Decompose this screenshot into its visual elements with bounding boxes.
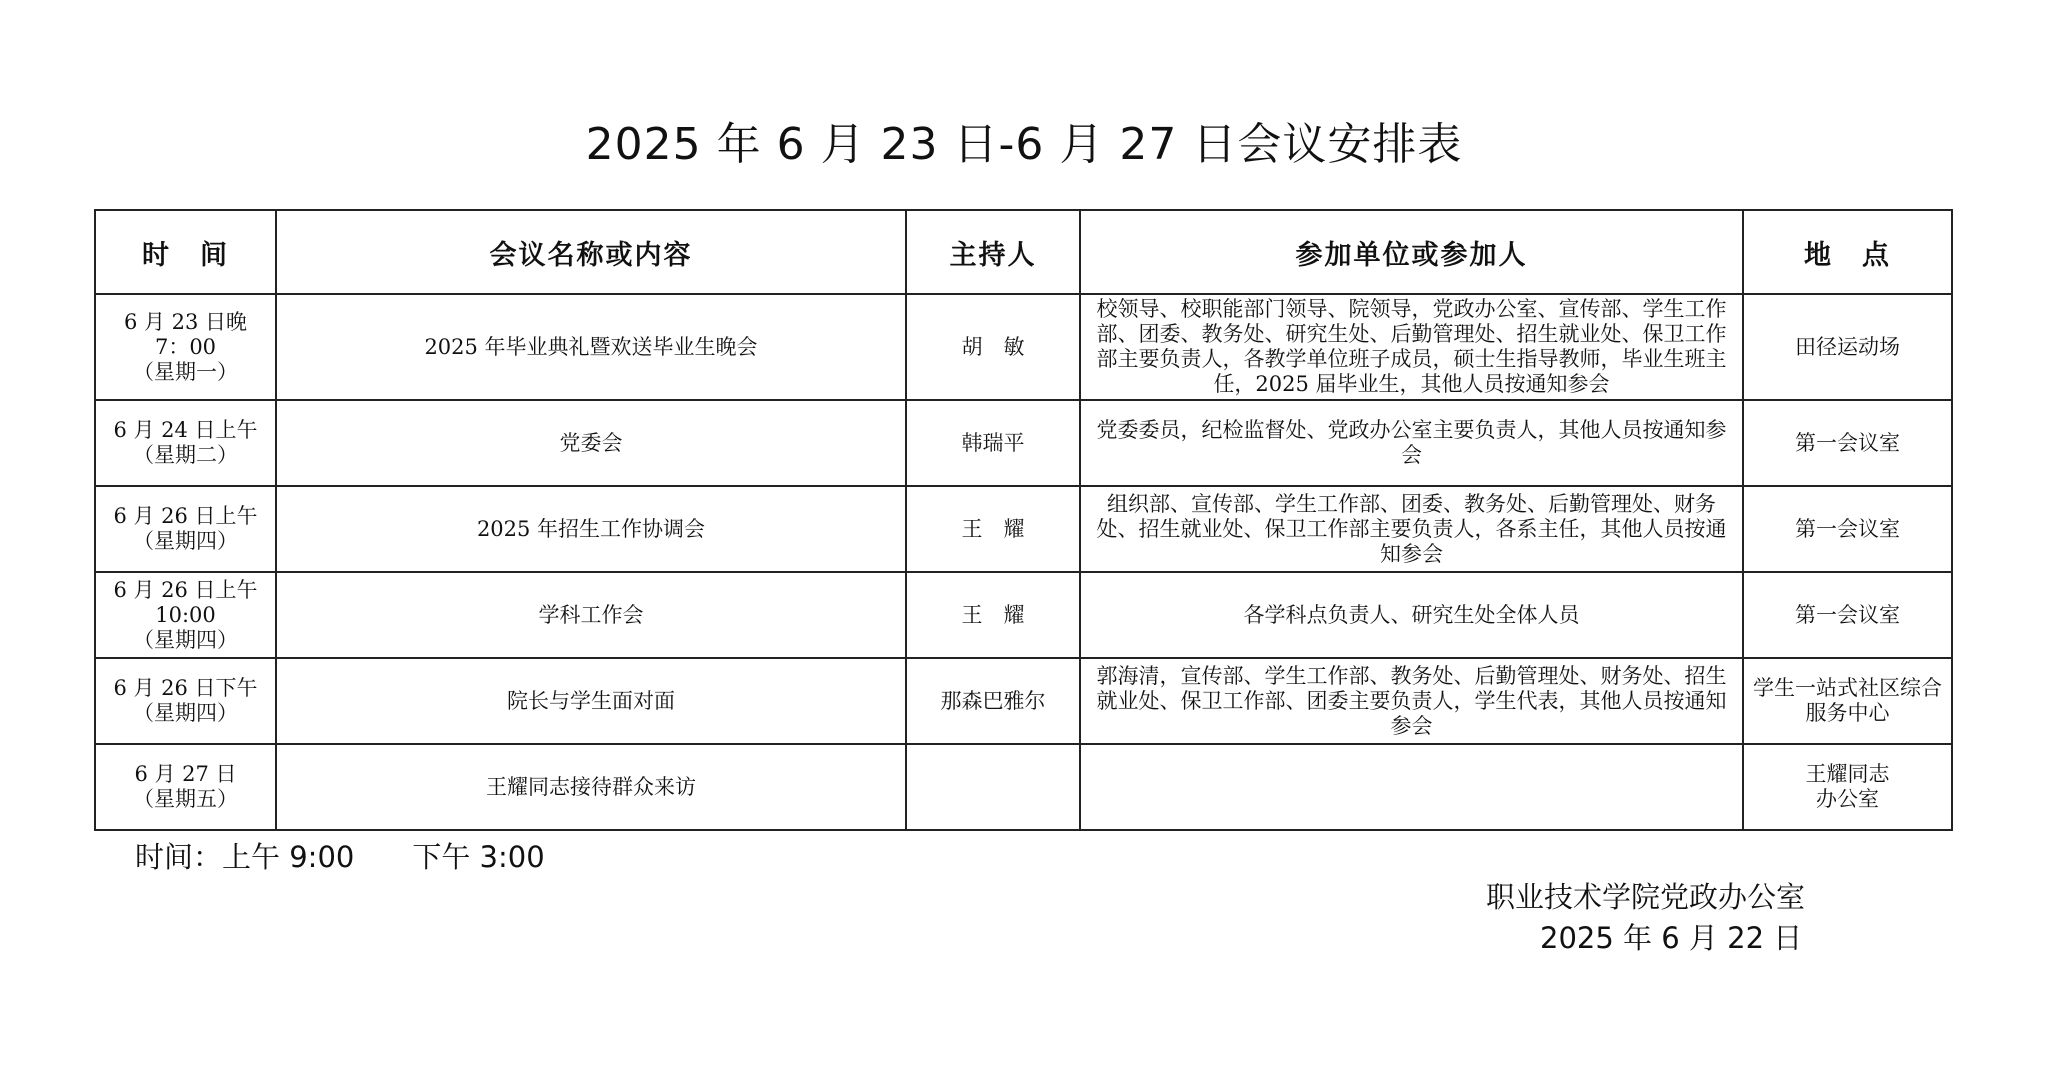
- cell-host: 胡 敏: [906, 294, 1080, 400]
- cell-attendees: 校领导、校职能部门领导、院领导，党政办公室、宣传部、学生工作部、团委、教务处、研究生处、后勤管理处、招生就业处、保卫工作部主要负责人，各教学单位班子成员，硕士生指导教师，毕业生班主任，2025 届毕业生，其他人员按通知参会: [1080, 294, 1743, 400]
- header-place: 地 点: [1743, 210, 1952, 294]
- table-row: [95, 400, 1952, 486]
- signature-date: 2025 年 6 月 22 日: [1540, 921, 1803, 955]
- table-header-row: [95, 210, 1952, 294]
- cell-host: 王 耀: [906, 486, 1080, 572]
- meeting-schedule-table: [94, 209, 1953, 831]
- cell-time: 6 月 26 日上午 （星期四）: [95, 486, 276, 572]
- page-title: 2025 年 6 月 23 日-6 月 27 日会议安排表: [585, 119, 1463, 170]
- cell-meeting: 2025 年毕业典礼暨欢送毕业生晚会: [276, 294, 906, 400]
- cell-host: 那森巴雅尔: [906, 658, 1080, 744]
- cell-meeting: 院长与学生面对面: [276, 658, 906, 744]
- cell-attendees: 郭海清，宣传部、学生工作部、教务处、后勤管理处、财务处、招生就业处、保卫工作部、团委主要负责人，学生代表，其他人员按通知参会: [1080, 658, 1743, 744]
- cell-meeting: 王耀同志接待群众来访: [276, 744, 906, 830]
- meeting-time-note: 时间：上午 9:00 下午 3:00: [135, 840, 545, 874]
- cell-time: 6 月 26 日下午 （星期四）: [95, 658, 276, 744]
- cell-time: 6 月 23 日晚 7：00 （星期一）: [95, 294, 276, 400]
- cell-time: 6 月 24 日上午 （星期二）: [95, 400, 276, 486]
- signature-org: 职业技术学院党政办公室: [1486, 880, 1806, 914]
- cell-place: 学生一站式社区综合服务中心: [1743, 658, 1952, 744]
- header-attendees: 参加单位或参加人: [1080, 210, 1743, 294]
- cell-place: 第一会议室: [1743, 572, 1952, 658]
- table-row: [95, 294, 1952, 400]
- cell-place: 第一会议室: [1743, 486, 1952, 572]
- table-row: [95, 486, 1952, 572]
- cell-attendees: 各学科点负责人、研究生处全体人员: [1080, 572, 1743, 658]
- cell-host: [906, 744, 1080, 830]
- cell-host: 王 耀: [906, 572, 1080, 658]
- cell-meeting: 2025 年招生工作协调会: [276, 486, 906, 572]
- cell-time: 6 月 26 日上午 10:00 （星期四）: [95, 572, 276, 658]
- cell-attendees: 党委委员，纪检监督处、党政办公室主要负责人，其他人员按通知参会: [1080, 400, 1743, 486]
- table-row: [95, 572, 1952, 658]
- cell-time: 6 月 27 日 （星期五）: [95, 744, 276, 830]
- cell-place: 王耀同志 办公室: [1743, 744, 1952, 830]
- cell-meeting: 学科工作会: [276, 572, 906, 658]
- header-time: 时 间: [95, 210, 276, 294]
- cell-meeting: 党委会: [276, 400, 906, 486]
- header-meeting: 会议名称或内容: [276, 210, 906, 294]
- cell-attendees: 组织部、宣传部、学生工作部、团委、教务处、后勤管理处、财务处、招生就业处、保卫工作部主要负责人，各系主任，其他人员按通知参会: [1080, 486, 1743, 572]
- table-row: [95, 658, 1952, 744]
- cell-place: 第一会议室: [1743, 400, 1952, 486]
- cell-attendees: [1080, 744, 1743, 830]
- cell-host: 韩瑞平: [906, 400, 1080, 486]
- table-row: [95, 744, 1952, 830]
- cell-place: 田径运动场: [1743, 294, 1952, 400]
- header-host: 主持人: [906, 210, 1080, 294]
